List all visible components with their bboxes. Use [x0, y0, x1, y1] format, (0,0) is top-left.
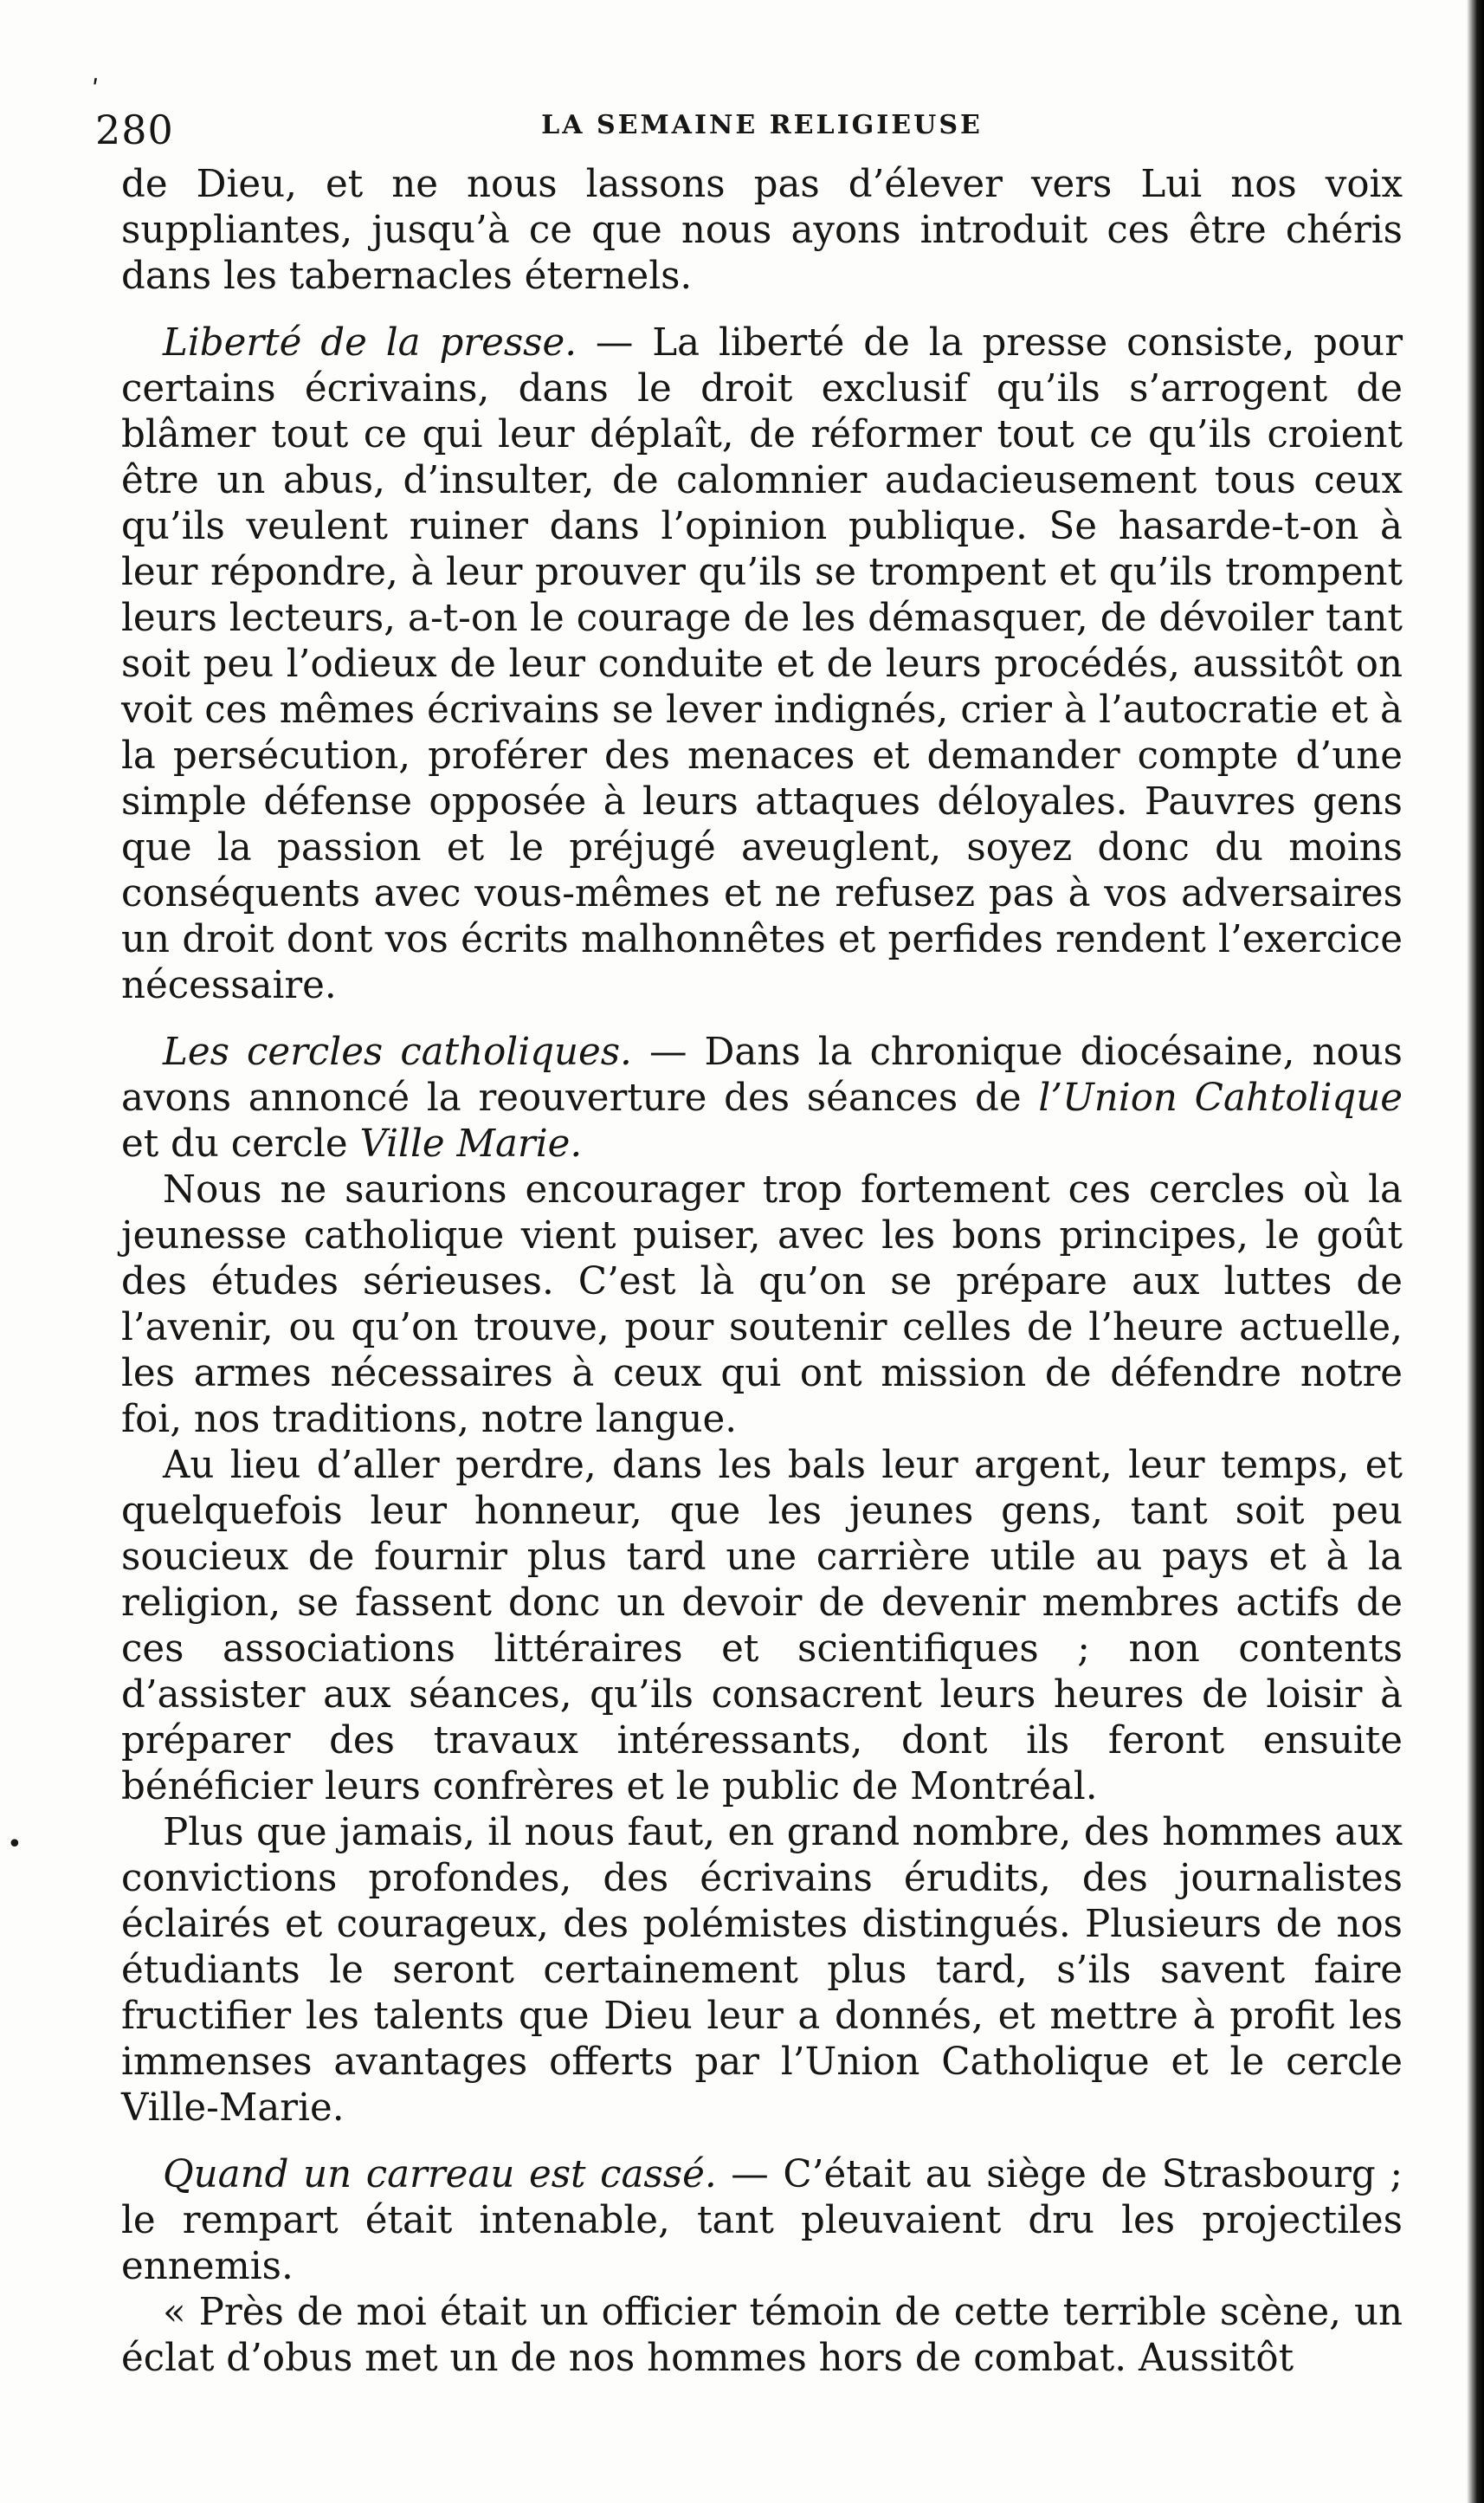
rubric-title: Quand un carreau est cassé.: [163, 2153, 717, 2196]
paragraph-cercles-catholiques: [121, 1030, 1403, 1167]
paragraph-liberte-presse: [121, 320, 1403, 1009]
page-header: [92, 75, 1403, 162]
paragraph-text: et du cercle: [121, 1122, 360, 1166]
margin-dot: •: [7, 1829, 23, 1859]
italic-name: l’Union Cahtolique: [1038, 1077, 1403, 1120]
italic-name: Ville Marie.: [359, 1122, 583, 1166]
paragraph-carreau-casse: [121, 2152, 1403, 2290]
rubric-title: Liberté de la presse.: [163, 321, 577, 365]
paragraph: Plus que jamais, il nous faut, en grand nombre, des hommes aux convictions profondes, des écrivains érudits, des journalistes éclairés et courageux, des polémistes distingués. Plusieurs de nos étudiants le seront certainement plus tard, s’ils savent faire fructifier les talents que Dieu leur a donnés, et mettre à profit les immenses avantages offerts par l’Union Catholique et le cercle Ville-Marie.: [121, 1811, 1403, 2130]
rubric-title: Les cercles catholiques.: [163, 1031, 632, 1074]
paragraph-text: — C’était au siège de Strasbourg ; le rempart était intenable, tant pleuvaient dru les projectiles ennemis.: [121, 2153, 1403, 2288]
page-number: 280: [95, 107, 174, 153]
page: [92, 75, 1403, 2382]
paragraph: Nous ne saurions encourager trop fortement ces cercles où la jeunesse catholique vient puiser, avec les bons principes, le goût des études sérieuses. C’est là qu’on se prépare aux luttes de l’avenir, ou qu’on trouve, pour soutenir celles de l’heure actuelle, les armes nécessaires à ceux qui ont mission de défendre notre foi, nos traditions, notre langue.: [121, 1168, 1403, 1441]
paragraph: Au lieu d’aller perdre, dans les bals leur argent, leur temps, et quelquefois leur honneur, que les jeunes gens, tant soit peu soucieux de fournir plus tard une carrière utile au pays et à la religion, se fassent donc un devoir de devenir membres actifs de ces associations littéraires et scientifiques ; non contents d’assister aux séances, qu’ils consacrent leurs heures de loisir à préparer des travaux intéressants, dont ils feront ensuite bénéficier leurs confrères et le public de Montréal.: [121, 1444, 1403, 1808]
paragraph: de Dieu, et ne nous lassons pas d’élever vers Lui nos voix suppliantes, jusqu’à ce que nous ayons introduit ces être chéris dans les tabernacles éternels.: [121, 163, 1403, 298]
running-head: LA SEMAINE RELIGIEUSE: [541, 110, 983, 140]
paragraph-text: — La liberté de la presse consiste, pour certains écrivains, dans le droit exclusif qu’ils s’arrogent de blâmer tout ce qui leur déplaît, de réformer tout ce qu’ils croient être un abus, d’insulter, de calomnier audacieusement tous ceux qu’ils veulent ruiner dans l’opinion publique. Se hasarde-t-on à leur répondre, à leur prouver qu’ils se trompent et qu’ils trompent leurs lecteurs, a-t-on le courage de les démasquer, de dévoiler tant soit peu l’odieux de leur conduite et de leurs procédés, aussitôt on voit ces mêmes écrivains se lever indignés, crier à l’autocratie et à la persécution, proférer des menaces et demander compte d’une simple défense opposée à leurs attaques déloyales. Pauvres gens que la passion et le préjugé aveuglent, soyez donc du moins conséquents avec vous-mêmes et ne refusez pas à vos adversaires un droit dont vos écrits malhonnêtes et perfides rendent l’exercice nécessaire.: [121, 321, 1403, 1007]
paragraph-text: — Dans la chronique diocésaine, nous avons annoncé la reouverture des séances de: [121, 1031, 1403, 1120]
text-body: [121, 162, 1403, 2382]
margin-tick-mark: ʹ: [92, 75, 100, 106]
scan-edge-shadow: [1467, 0, 1484, 2503]
paragraph: « Près de moi était un officier témoin de cette terrible scène, un éclat d’obus met un de nos hommes hors de combat. Aussitôt: [121, 2291, 1403, 2380]
